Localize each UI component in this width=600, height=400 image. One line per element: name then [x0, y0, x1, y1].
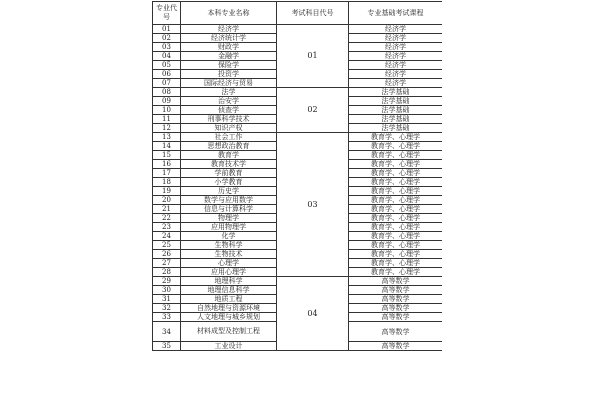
course-cell: 教育学、心理学	[349, 268, 443, 277]
course-cell: 教育学、心理学	[349, 259, 443, 268]
major-name-cell: 思想政治教育	[181, 142, 277, 151]
table-row	[153, 277, 443, 286]
course-cell: 教育学、心理学	[349, 214, 443, 223]
course-cell: 经济学	[349, 34, 443, 43]
major-name-cell: 金融学	[181, 52, 277, 61]
major-name-cell: 侦查学	[181, 106, 277, 115]
major-name-cell: 学前教育	[181, 169, 277, 178]
major-name-cell: 知识产权	[181, 124, 277, 133]
major-code-cell: 33	[153, 313, 181, 322]
course-cell: 教育学、心理学	[349, 160, 443, 169]
major-code-cell: 12	[153, 124, 181, 133]
major-code-cell: 23	[153, 223, 181, 232]
header-major-name: 本科专业名称	[181, 2, 277, 25]
major-code-cell: 16	[153, 160, 181, 169]
course-cell: 教育学、心理学	[349, 196, 443, 205]
major-name-cell: 经济学	[181, 25, 277, 34]
major-exam-table	[152, 1, 442, 351]
major-name-cell: 心理学	[181, 259, 277, 268]
course-cell: 高等数学	[349, 313, 443, 322]
table-row	[153, 88, 443, 97]
major-name-cell: 生物科学	[181, 241, 277, 250]
course-cell: 教育学、心理学	[349, 205, 443, 214]
major-code-cell: 27	[153, 259, 181, 268]
major-name-cell: 财政学	[181, 43, 277, 52]
subject-code-cell: 03	[277, 133, 349, 277]
major-code-cell: 24	[153, 232, 181, 241]
course-cell: 法学基础	[349, 97, 443, 106]
course-cell: 法学基础	[349, 124, 443, 133]
major-name-cell: 工业设计	[181, 342, 277, 351]
major-name-cell: 数学与应用数学	[181, 196, 277, 205]
major-code-cell: 20	[153, 196, 181, 205]
major-name-cell: 应用物理学	[181, 223, 277, 232]
course-cell: 教育学、心理学	[349, 223, 443, 232]
subject-code-cell: 02	[277, 88, 349, 133]
course-cell: 教育学、心理学	[349, 232, 443, 241]
major-code-cell: 10	[153, 106, 181, 115]
course-cell: 法学基础	[349, 88, 443, 97]
table-header-row	[153, 2, 443, 25]
major-name-cell: 治安学	[181, 97, 277, 106]
major-code-cell: 02	[153, 34, 181, 43]
major-code-cell: 22	[153, 214, 181, 223]
course-cell: 经济学	[349, 52, 443, 61]
major-code-cell: 30	[153, 286, 181, 295]
table-row	[153, 25, 443, 34]
major-name-cell: 社会工作	[181, 133, 277, 142]
major-name-cell: 自然地理与资源环境	[181, 304, 277, 313]
major-code-cell: 15	[153, 151, 181, 160]
table-row	[153, 133, 443, 142]
course-cell: 高等数学	[349, 342, 443, 351]
major-code-cell: 21	[153, 205, 181, 214]
major-code-cell: 35	[153, 342, 181, 351]
major-name-cell: 地质工程	[181, 295, 277, 304]
major-code-cell: 26	[153, 250, 181, 259]
major-name-cell: 材料成型及控制工程	[181, 322, 277, 342]
course-cell: 教育学、心理学	[349, 250, 443, 259]
course-cell: 教育学、心理学	[349, 142, 443, 151]
major-code-cell: 32	[153, 304, 181, 313]
major-code-cell: 18	[153, 178, 181, 187]
major-code-cell: 31	[153, 295, 181, 304]
course-cell: 经济学	[349, 61, 443, 70]
course-cell: 法学基础	[349, 115, 443, 124]
major-code-cell: 13	[153, 133, 181, 142]
major-name-cell: 历史学	[181, 187, 277, 196]
course-cell: 经济学	[349, 43, 443, 52]
header-code: 专业代号	[153, 2, 181, 25]
major-code-cell: 17	[153, 169, 181, 178]
major-name-cell: 人文地理与城乡规划	[181, 313, 277, 322]
course-cell: 高等数学	[349, 286, 443, 295]
major-name-cell: 地理信息科学	[181, 286, 277, 295]
major-code-cell: 03	[153, 43, 181, 52]
major-code-cell: 19	[153, 187, 181, 196]
major-name-cell: 经济统计学	[181, 34, 277, 43]
major-code-cell: 28	[153, 268, 181, 277]
course-cell: 法学基础	[349, 106, 443, 115]
course-cell: 教育学、心理学	[349, 151, 443, 160]
major-name-cell: 生物技术	[181, 250, 277, 259]
major-code-cell: 11	[153, 115, 181, 124]
major-code-cell: 01	[153, 25, 181, 34]
course-cell: 高等数学	[349, 295, 443, 304]
course-cell: 高等数学	[349, 322, 443, 342]
major-code-cell: 34	[153, 322, 181, 342]
course-cell: 高等数学	[349, 277, 443, 286]
major-code-cell: 25	[153, 241, 181, 250]
major-code-cell: 14	[153, 142, 181, 151]
major-name-cell: 保险学	[181, 61, 277, 70]
header-course: 专业基础考试课程	[349, 2, 443, 25]
major-code-cell: 08	[153, 88, 181, 97]
major-name-cell: 刑事科学技术	[181, 115, 277, 124]
major-code-cell: 06	[153, 70, 181, 79]
course-cell: 经济学	[349, 70, 443, 79]
course-cell: 教育学、心理学	[349, 133, 443, 142]
major-name-cell: 法学	[181, 88, 277, 97]
major-code-cell: 29	[153, 277, 181, 286]
course-cell: 经济学	[349, 79, 443, 88]
major-name-cell: 应用心理学	[181, 268, 277, 277]
major-name-cell: 物理学	[181, 214, 277, 223]
subject-code-cell: 04	[277, 277, 349, 351]
course-cell: 教育学、心理学	[349, 169, 443, 178]
major-code-cell: 07	[153, 79, 181, 88]
major-name-cell: 化学	[181, 232, 277, 241]
major-name-cell: 国际经济与贸易	[181, 79, 277, 88]
course-cell: 教育学、心理学	[349, 187, 443, 196]
document-page	[152, 1, 442, 400]
course-cell: 经济学	[349, 25, 443, 34]
major-name-cell: 投资学	[181, 70, 277, 79]
course-cell: 教育学、心理学	[349, 241, 443, 250]
major-name-cell: 小学教育	[181, 178, 277, 187]
header-subject-code: 考试科目代号	[277, 2, 349, 25]
major-code-cell: 09	[153, 97, 181, 106]
major-name-cell: 地理科学	[181, 277, 277, 286]
course-cell: 高等数学	[349, 304, 443, 313]
major-name-cell: 信息与计算科学	[181, 205, 277, 214]
course-cell: 教育学、心理学	[349, 178, 443, 187]
major-name-cell: 教育学	[181, 151, 277, 160]
major-code-cell: 04	[153, 52, 181, 61]
subject-code-cell: 01	[277, 25, 349, 88]
major-name-cell: 教育技术学	[181, 160, 277, 169]
major-code-cell: 05	[153, 61, 181, 70]
